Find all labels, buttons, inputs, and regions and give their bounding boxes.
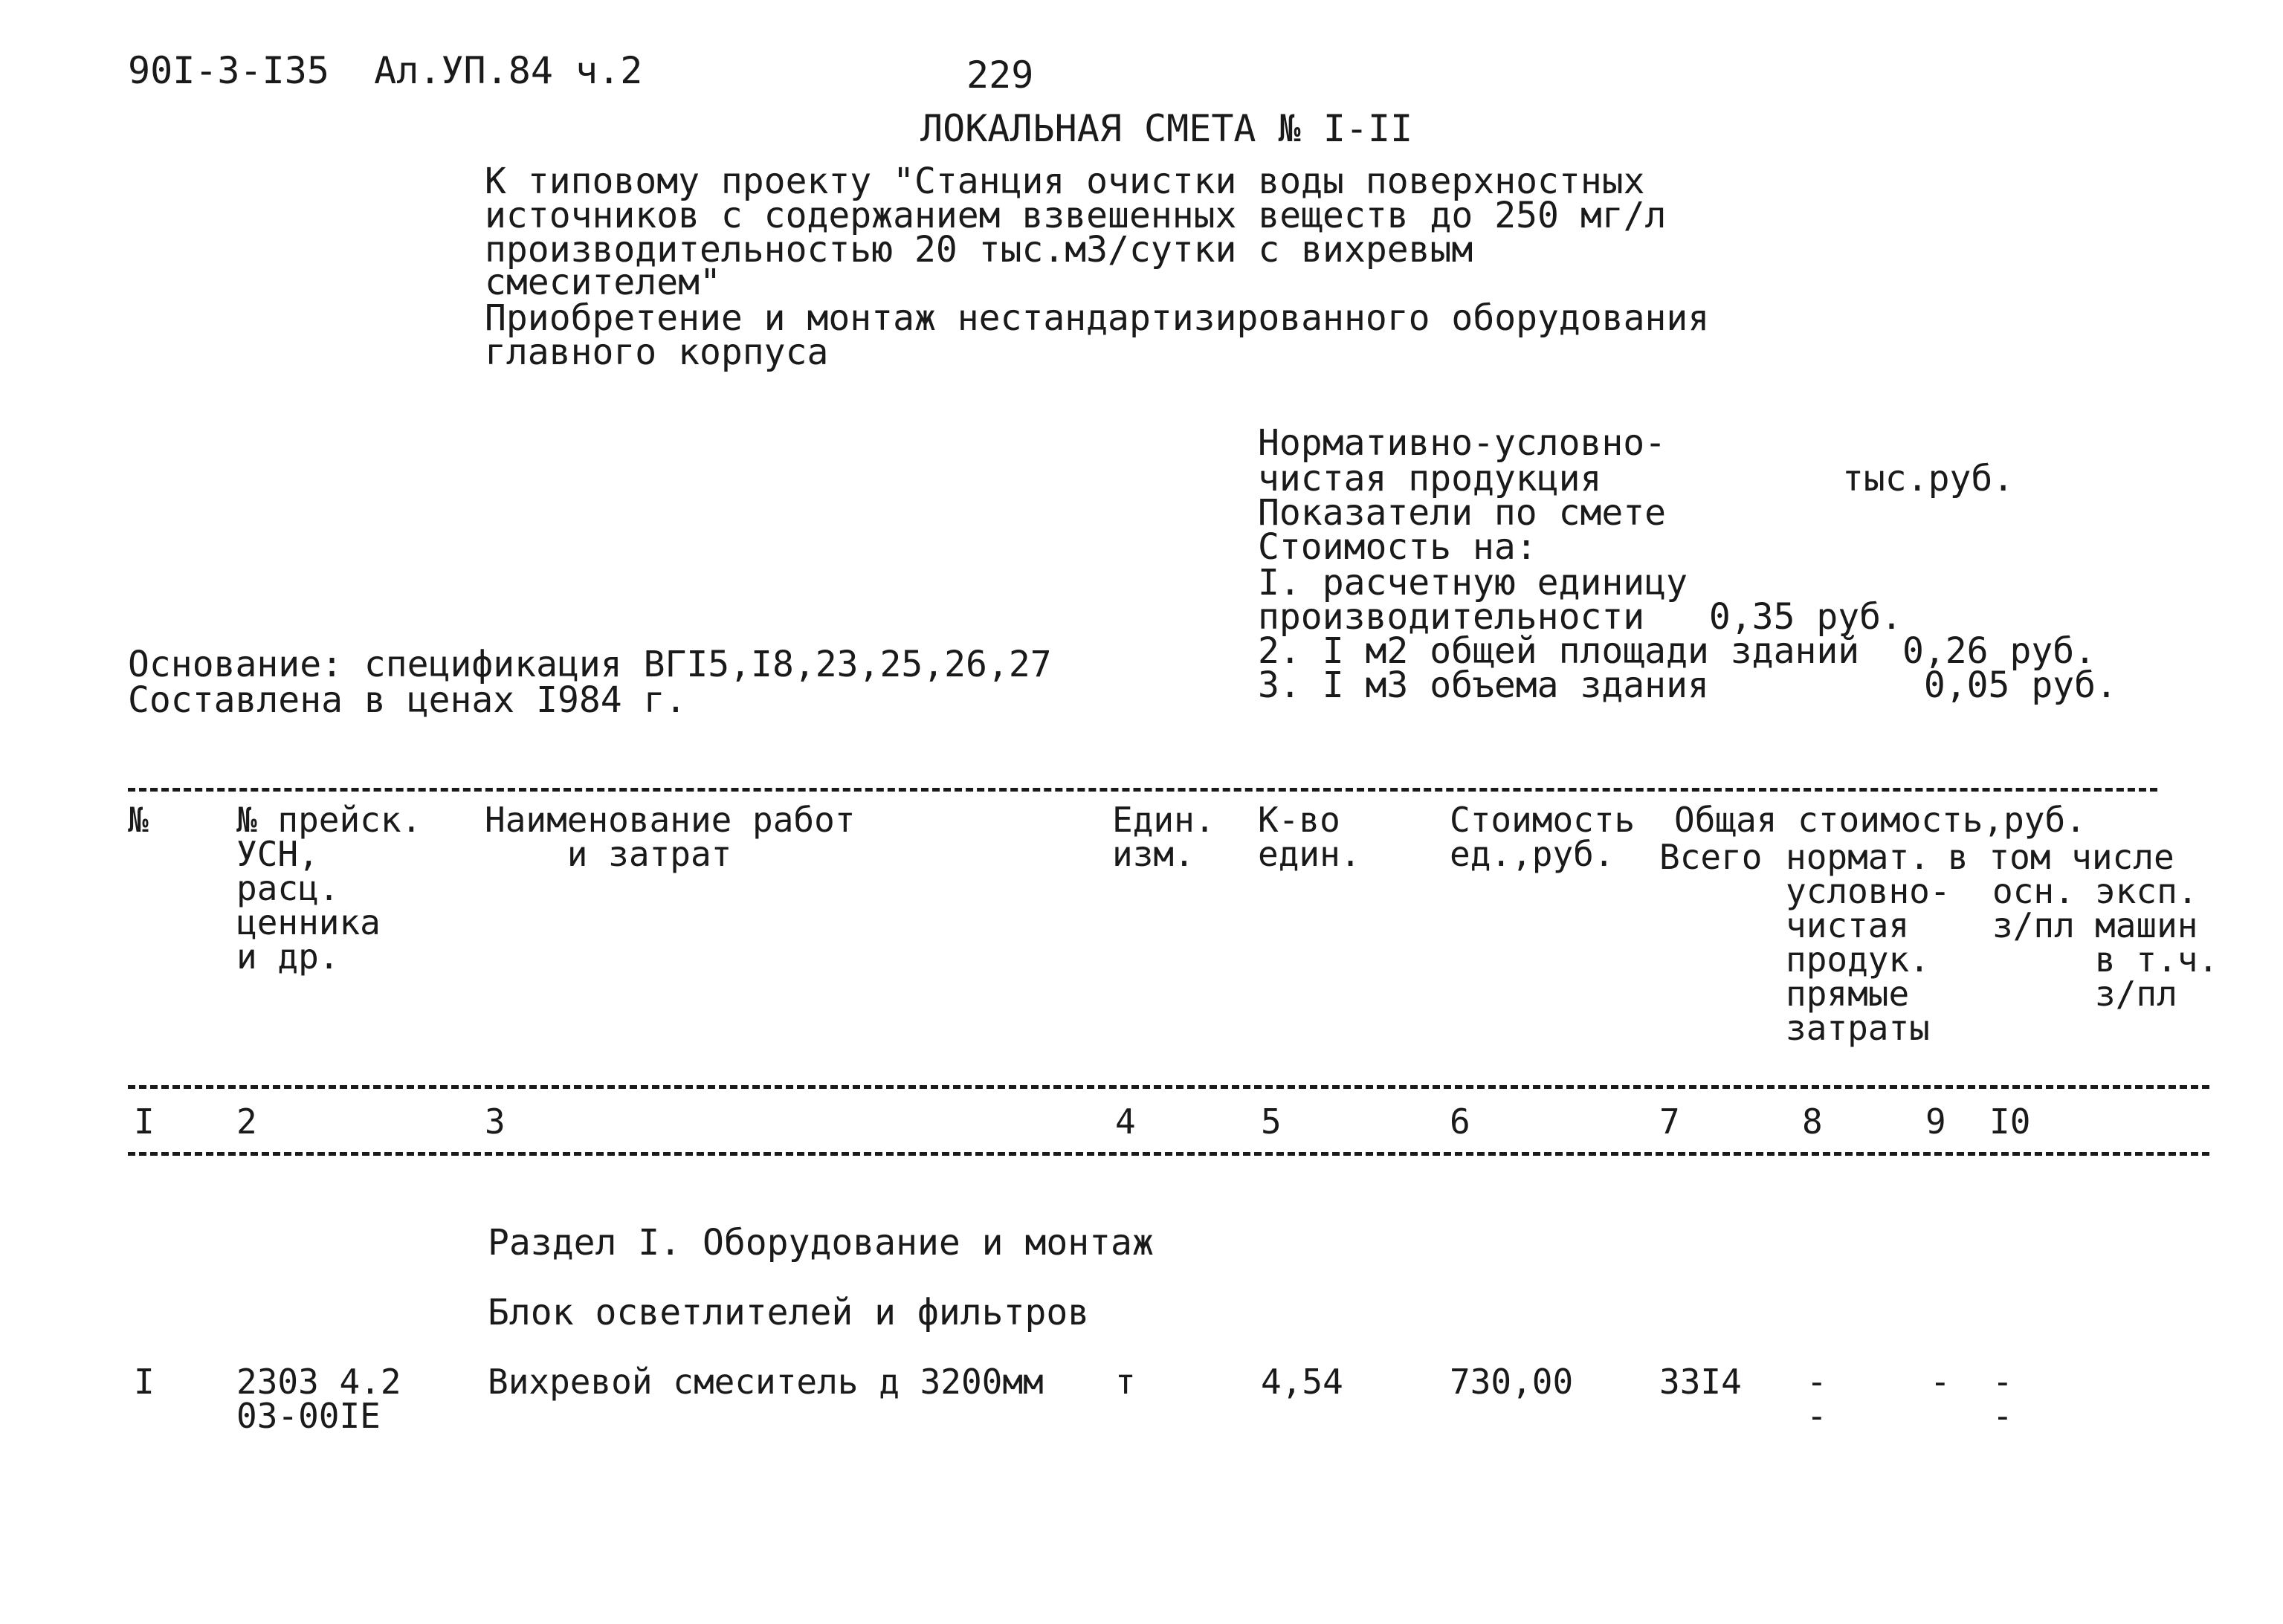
project-line-2: источников с содержанием взвешенных веществ до 250 мг/л (485, 195, 1667, 236)
header-unit-cost: Стоимость ед.,руб. (1450, 800, 1635, 874)
indicator-line-2: чистая продукция (1258, 458, 1602, 499)
header-work-name: Наименование работ и затрат (485, 800, 856, 874)
row-quantity: 4,54 (1261, 1362, 1343, 1402)
col-num-6: 6 (1450, 1101, 1470, 1142)
col-num-1: I (134, 1101, 155, 1142)
column-numbers-top-rule (128, 1085, 2209, 1089)
project-line-1: К типовому проекту "Станция очистки воды поверхностных (485, 161, 1645, 202)
indicator-line-6: производительности 0,35 руб. (1258, 596, 1902, 638)
col-num-7: 7 (1659, 1101, 1680, 1142)
row-unit-price: 730,00 (1450, 1362, 1574, 1402)
col-num-9: 9 (1925, 1101, 1946, 1142)
col-num-8: 8 (1802, 1101, 1823, 1142)
column-numbers-bottom-rule (128, 1152, 2209, 1156)
col-num-4: 4 (1115, 1101, 1136, 1142)
indicator-line-7: 2. I м2 общей площади зданий 0,26 руб. (1258, 630, 2096, 672)
row-price-code: 2303 4.2 03-00IE (236, 1362, 401, 1436)
col-num-5: 5 (1261, 1101, 1282, 1142)
row-total: 33I4 (1659, 1362, 1742, 1402)
project-line-4: смесителем" (485, 262, 721, 303)
header-normative: нормат. условно- чистая продук. прямые затраты (1786, 837, 1951, 1048)
basis-line-2: Составлена в ценах I984 г. (128, 679, 687, 721)
header-quantity: К-во един. (1258, 800, 1361, 874)
document-code: 90I-3-I35 Ал.УП.84 ч.2 (128, 49, 643, 92)
basis-line-1: Основание: спецификация ВГI5,I8,23,25,26,27 (128, 644, 1052, 685)
row-base-salary: - (1930, 1362, 1951, 1402)
indicator-line-8: 3. I м3 объема здания 0,05 руб. (1258, 664, 2117, 706)
col-num-10: I0 (1989, 1101, 2031, 1142)
project-line-3: производительностью 20 тыс.м3/сутки с вихревым (485, 229, 1473, 271)
header-including: в том числе (1948, 837, 2174, 877)
header-price-code: № прейск. УСН, расц. ценника и др. (236, 800, 422, 977)
indicator-line-3: Показатели по смете (1258, 492, 1667, 534)
header-unit: Един. изм. (1112, 800, 1215, 874)
header-number: № (128, 800, 149, 840)
project-line-5: Приобретение и монтаж нестандартизированного оборудования (485, 297, 1710, 339)
header-total: Всего (1659, 837, 1763, 877)
row-normative: - - (1806, 1362, 1827, 1436)
subsection-title: Блок осветлителей и фильтров (488, 1292, 1090, 1333)
indicator-unit: тыс.руб. (1842, 458, 2015, 499)
table-top-rule (128, 788, 2157, 792)
page-number: 229 (966, 54, 1034, 97)
section-title: Раздел I. Оборудование и монтаж (488, 1222, 1154, 1264)
row-number: I (134, 1362, 155, 1402)
estimate-title: ЛОКАЛЬНАЯ СМЕТА № I-II (920, 107, 1413, 150)
indicator-line-5: I. расчетную единицу (1258, 562, 1688, 604)
header-machine-ops: эксп. машин в т.ч. з/пл (2095, 871, 2219, 1014)
col-num-3: 3 (485, 1101, 506, 1142)
col-num-2: 2 (236, 1101, 257, 1142)
indicator-line-4: Стоимость на: (1258, 526, 1537, 568)
header-total-cost: Общая стоимость,руб. (1674, 800, 2086, 840)
project-line-6: главного корпуса (485, 331, 829, 373)
row-work-name: Вихревой смеситель д 3200мм (488, 1362, 1044, 1402)
row-machine-ops: - - (1992, 1362, 2013, 1436)
header-base-salary: осн. з/пл (1992, 871, 2075, 945)
row-unit: т (1115, 1362, 1136, 1402)
indicator-line-1: Нормативно-условно- (1258, 422, 1667, 464)
